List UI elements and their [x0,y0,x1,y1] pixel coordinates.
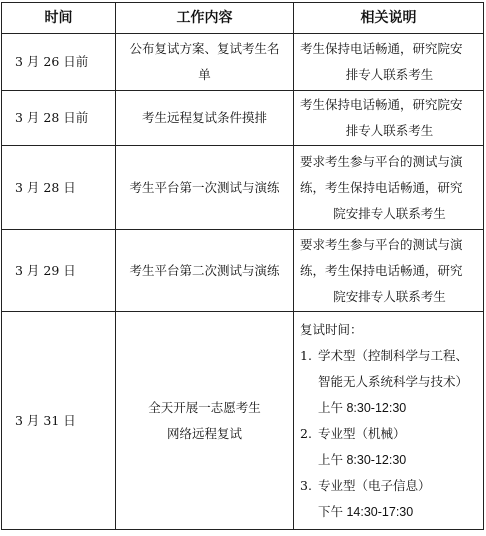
content-line: 考生远程复试条件摸排 [141,110,267,125]
desc-line: 排专人联系考生 [345,67,434,82]
desc-cell [294,91,484,146]
desc-line: 院安排专人联系考生 [333,205,446,221]
desc-cell [294,146,484,230]
desc-line: 考生保持电话畅通，研究院安 [300,41,463,56]
desc-line: 要求考生参与平台的测试与演 [300,236,463,252]
time-cell: 3 月 26 日前 [2,34,116,91]
content-cell [116,34,294,91]
item-number: 2. [300,425,312,441]
header-row [2,3,484,34]
desc-line: 排专人联系考生 [345,123,434,138]
header-desc: 相关说明 [294,3,484,34]
content-cell [116,91,294,146]
desc-line: 要求考生参与平台的测试与演 [300,153,463,169]
item-time: 下午 14:30-17:30 [318,504,414,519]
desc-line: 练，考生保持电话畅通，研究 [300,179,463,195]
item-type: 专业型（电子信息） [318,477,431,493]
content-cell [116,230,294,312]
content-line: 考生平台第二次测试与演练 [129,262,280,278]
content-cell [116,312,294,530]
table-row [2,230,484,312]
item-time: 上午 8:30-12:30 [318,400,407,415]
desc-cell [294,230,484,312]
desc-line: 院安排专人联系考生 [333,288,446,304]
item-type: 专业型（机械） [318,425,406,441]
content-line: 考生平台第一次测试与演练 [129,179,280,195]
item-time: 上午 8:30-12:30 [318,452,407,467]
table-row [2,34,484,91]
time-cell: 3 月 29 日 [2,230,116,312]
time-cell: 3 月 28 日 [2,146,116,230]
content-line: 全天开展一志愿考生 [148,399,261,415]
list-item [300,421,479,473]
content-line: 单 [198,67,211,82]
schedule-table [1,2,484,530]
table-row [2,312,484,530]
content-line: 网络远程复试 [166,425,242,441]
item-number: 1. [300,347,312,363]
table-row [2,146,484,230]
table-row [2,91,484,146]
item-type-continued: 智能无人系统科学与技术） [318,373,469,389]
list-item [300,343,479,421]
desc-heading: 复试时间： [300,321,363,337]
header-time: 时间 [2,3,116,34]
header-content: 工作内容 [116,3,294,34]
content-cell [116,146,294,230]
item-number: 3. [300,477,312,493]
desc-cell [294,312,484,530]
desc-line: 练，考生保持电话畅通，研究 [300,262,463,278]
content-line: 公布复试方案、复试考生名 [129,41,280,56]
list-item [300,473,479,525]
time-cell: 3 月 31 日 [2,312,116,530]
desc-cell [294,34,484,91]
item-type: 学术型（控制科学与工程、 [318,347,469,363]
desc-line: 考生保持电话畅通，研究院安 [300,97,463,112]
time-cell: 3 月 28 日前 [2,91,116,146]
